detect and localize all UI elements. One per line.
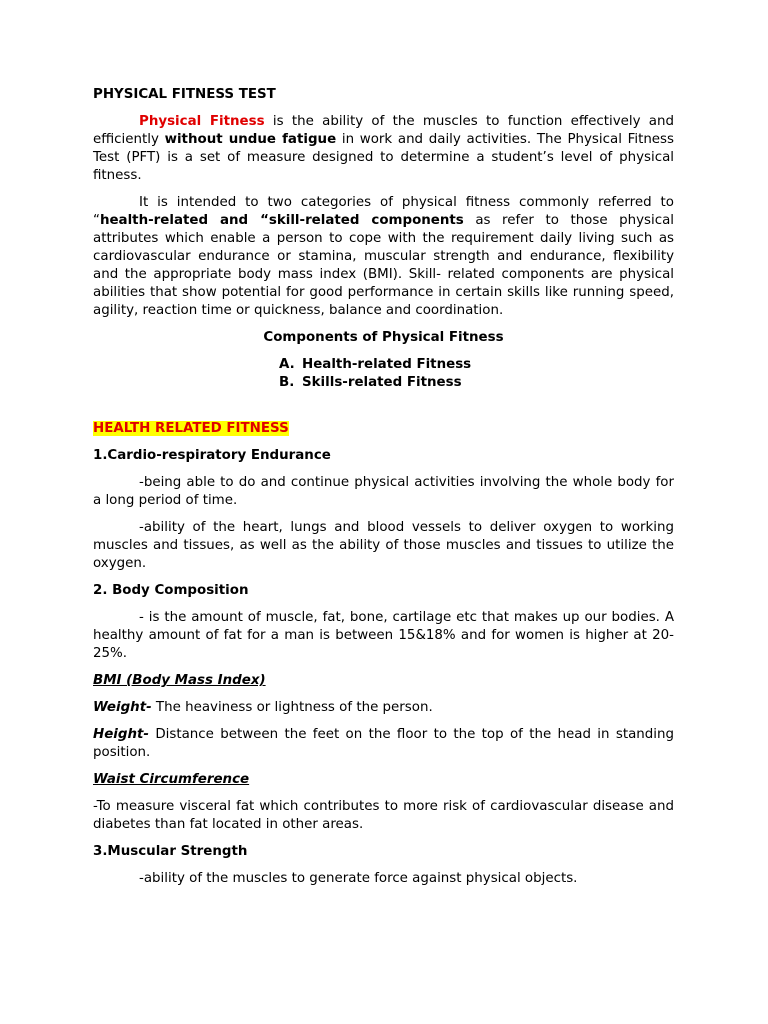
height-text: Distance between the feet on the floor to the top of the head in standing position. [93,727,674,760]
body-composition-paragraph: - is the amount of muscle, fat, bone, cartilage etc that makes up our bodies. A healthy amount of fat for a man is between 15&18% and for women is higher at 20-25%. [93,610,674,661]
components-item-b [93,374,674,392]
height-label: Height- [93,727,149,742]
list-marker: B. [279,375,295,390]
health-section-heading-line [93,420,674,438]
waist-paragraph: -To measure visceral fat which contributes to more risk of cardiovascular disease and diabetes than fat located in other areas. [93,799,674,832]
height-definition [93,726,674,762]
body-composition-heading: 2. Body Composition [93,583,249,598]
components-item-a [93,356,674,374]
intro-paragraph [93,113,674,185]
intro-text-2: in work and daily activities. The Physical Fitness Test (PFT) is a set of measure designed to determine a student’s level of physical fitness. [93,132,674,183]
muscular-strength-heading: 3.Muscular Strength [93,844,248,859]
list-item-label: Health-related Fitness [302,357,472,372]
waist-heading-line [93,771,674,789]
categories-paragraph [93,194,674,320]
health-section-heading: HEALTH RELATED FITNESS [93,421,289,436]
cardio-paragraph-1: -being able to do and continue physical activities involving the whole body for a long period of time. [93,475,674,508]
bmi-heading: BMI (Body Mass Index) [93,673,266,688]
cardio-paragraph-2: -ability of the heart, lungs and blood vessels to deliver oxygen to working muscles and tissues, as well as the ability of those muscles and tissues to utilize the oxygen. [93,520,674,571]
document-body [93,86,674,888]
components-list [93,356,674,392]
bmi-heading-line [93,672,674,690]
categories-text-1: It is intended to two categories of physical fitness commonly referred to “ [93,195,674,228]
document-title: PHYSICAL FITNESS TEST [93,87,276,102]
intro-text-1: is the ability of the muscles to function effectively and efficiently [93,114,674,147]
weight-definition [93,699,674,717]
list-item-label: Skills-related Fitness [302,375,462,390]
intro-bold: without undue fatigue [164,132,337,147]
categories-bold: health-related and “skill-related components [99,213,464,228]
components-heading: Components of Physical Fitness [263,330,504,345]
weight-label: Weight- [93,700,152,715]
list-marker: A. [279,357,295,372]
weight-text: The heaviness or lightness of the person. [151,700,433,715]
intro-term: Physical Fitness [139,114,265,129]
cardio-heading: 1.Cardio-respiratory Endurance [93,448,331,463]
muscular-strength-paragraph: -ability of the muscles to generate force against physical objects. [139,871,578,886]
waist-heading: Waist Circumference [93,772,250,787]
categories-text-2: as refer to those physical attributes which enable a person to cope with the requirement daily living such as cardiovascular endurance or stamina, muscular strength and endurance, flexibility and the appropriate body mass index (BMI). Skill- related components are physical abilities that show potential for good performance in certain skills like running speed, agility, reaction time or quickness, balance and coordination. [93,213,675,318]
